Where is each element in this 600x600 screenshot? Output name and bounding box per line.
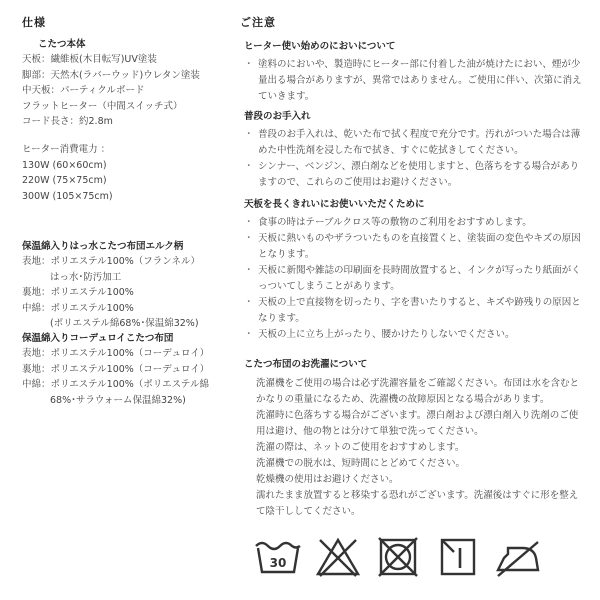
futon-corduroy xyxy=(22,330,209,408)
futon-elk xyxy=(22,238,200,332)
laundry-heading: こたつ布団のお洗濯について xyxy=(244,359,368,370)
section-heater-smell xyxy=(244,38,588,105)
futon-line: (ポリエステル綿68%･保温綿32%) xyxy=(50,318,199,329)
futon-line: 表地：ポリエステル100%（コーデュロイ） xyxy=(22,348,210,359)
spec-line: 中天板：パーティクルボード xyxy=(22,85,145,96)
section-heading: 天板を長くきれいにお使いいただくために xyxy=(244,199,425,210)
futon-corduroy-heading: 保温綿入りコーデュロイこたつ布団 xyxy=(22,333,174,344)
spec-line: コード長さ：約2.8m xyxy=(22,116,113,127)
futon-line: 中綿：ポリエステル100% xyxy=(22,302,134,314)
no-tumble-dry-icon xyxy=(374,536,422,578)
section-heading: 普段のお手入れ xyxy=(244,111,311,122)
caution-item: ・ 食事の時はテーブルクロス等の敷物のご利用をおすすめします。 xyxy=(244,215,588,231)
heater-label: ヒーター消費電力 ： xyxy=(22,144,111,155)
wash-30-icon xyxy=(254,536,302,578)
spec-line: 天板：繊維板(木目転写)UV塗装 xyxy=(22,54,157,65)
laundry-line: 濡れたまま放置すると移染する恐れがございます。洗濯後はすぐに形を整えて陰干ししてください。 xyxy=(256,490,579,517)
futon-line: 裏地：ポリエステル100% xyxy=(22,287,134,298)
caution-item: ・ シンナー、ベンジン、漂白剤などを使用しますと、色落ちをする場合がありますので、これらのご使用はお避けください。 xyxy=(244,159,588,191)
laundry-line: 洗濯機での脱水は、短時間にとどめてください。 xyxy=(256,458,466,469)
caution-item: ・ 天板の上で直接物を切ったり、字を書いたりすると、キズや跡残りの原因となります。 xyxy=(244,295,588,327)
low-iron-icon xyxy=(494,536,542,578)
wash-temp: 30 xyxy=(269,556,287,570)
section-tabletop xyxy=(244,196,588,343)
no-bleach-icon xyxy=(314,536,362,578)
caution-item: ・ 普段のお手入れは、乾いた布で拭く程度で充分です。汚れがついた場合は薄めた中性洗剤を浸した布で拭き、すぐに乾拭きしてください。 xyxy=(244,127,588,159)
section-laundry xyxy=(244,356,584,520)
heater-size: 130W (60×60cm) xyxy=(22,159,107,171)
laundry-line: 洗濯時に色落ちする場合がございます。漂白剤および漂白剤入り洗剤のご使用は避け、他の物とは分けて単独で洗ってください。 xyxy=(256,410,579,437)
spec-line: フラットヒーター（中間スイッチ式） xyxy=(22,100,183,112)
care-icons xyxy=(254,536,542,578)
spec-title: 仕様 xyxy=(22,16,46,29)
kotatsu-specs xyxy=(22,52,200,130)
section-heading: ヒーター使い始めのにおいについて xyxy=(244,41,396,52)
heater-power xyxy=(22,142,113,204)
caution-item: ・ 天板に新聞や雑誌の印刷面を長時間放置すると、インクが写ったり紙面がくっついてしまうことがあります。 xyxy=(244,263,588,295)
heater-size: 300W (105×75cm) xyxy=(22,190,113,202)
spec-line: 脚部：天然木(ラバーウッド)ウレタン塗装 xyxy=(22,69,200,81)
futon-line: 68%･サラウォーム保温綿32%) xyxy=(50,394,186,406)
futon-line: 裏地：ポリエステル100%（コーデュロイ） xyxy=(22,363,210,375)
futon-line: 中綿：ポリエステル100%（ポリエステル綿 xyxy=(22,379,209,390)
futon-line: はっ水･防汚加工 xyxy=(50,271,122,283)
drip-dry-shade-icon xyxy=(434,536,482,578)
caution-item: ・ 天板の上に立ち上がったり、腰かけたりしないでください。 xyxy=(244,327,588,343)
laundry-line: 洗濯の際は、ネットのご使用をおすすめします。 xyxy=(256,442,465,453)
caution-item: ・ 天板に熱いものやザラついたものを直接置くと、塗装面の変色やキズの原因となります。 xyxy=(244,231,588,263)
laundry-line: 乾燥機の使用はお避けください。 xyxy=(256,474,399,485)
futon-elk-heading: 保温綿入りはっ水こたつ布団エルク柄 xyxy=(22,241,184,252)
caution-item: ・ 塗料のにおいや、製造時にヒーター部に付着した油が焼けたにおい、煙が少量出る場合がありますが、異常ではありません。ご使用に伴い、次第に消えていきます。 xyxy=(244,57,588,105)
futon-line: 表地：ポリエステル100%（フランネル） xyxy=(22,256,201,267)
caution-title: ご注意 xyxy=(240,16,276,29)
section-daily-care xyxy=(244,108,588,191)
heater-size: 220W (75×75cm) xyxy=(22,175,107,186)
kotatsu-heading: こたつ本体 xyxy=(38,39,86,50)
laundry-line: 洗濯機をご使用の場合は必ず洗濯容量をご確認ください。布団は水を含むとかなりの重量になるため、洗濯機の故障原因となる場合があります。 xyxy=(256,378,580,405)
